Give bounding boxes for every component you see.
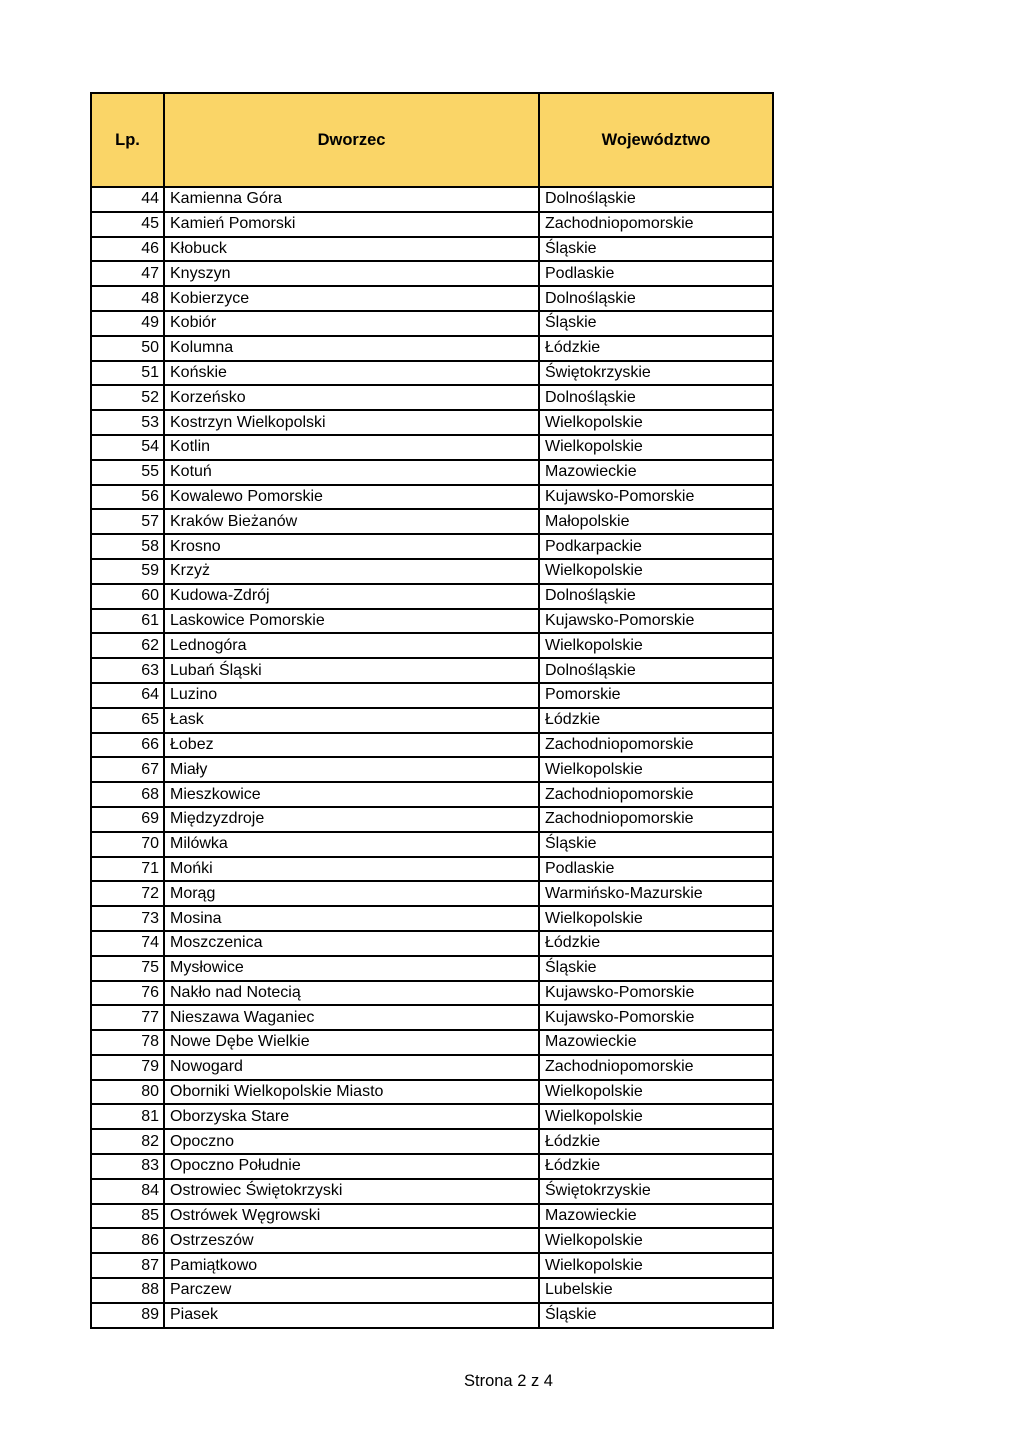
lp-cell: 71 bbox=[91, 857, 164, 882]
table-row bbox=[91, 1154, 773, 1179]
dworzec-cell: Łobez bbox=[164, 733, 539, 758]
dworzec-cell: Nieszawa Waganiec bbox=[164, 1005, 539, 1030]
wojewodztwo-cell: Mazowieckie bbox=[539, 1204, 773, 1229]
table-row bbox=[91, 1253, 773, 1278]
dworzec-cell: Lubań Śląski bbox=[164, 658, 539, 683]
lp-cell: 53 bbox=[91, 410, 164, 435]
table-row bbox=[91, 336, 773, 361]
dworzec-cell: Mieszkowice bbox=[164, 782, 539, 807]
lp-cell: 65 bbox=[91, 708, 164, 733]
lp-cell: 78 bbox=[91, 1030, 164, 1055]
wojewodztwo-cell: Dolnośląskie bbox=[539, 187, 773, 212]
wojewodztwo-cell: Zachodniopomorskie bbox=[539, 733, 773, 758]
wojewodztwo-cell: Dolnośląskie bbox=[539, 584, 773, 609]
table-row bbox=[91, 931, 773, 956]
lp-cell: 86 bbox=[91, 1228, 164, 1253]
wojewodztwo-cell: Zachodniopomorskie bbox=[539, 1055, 773, 1080]
wojewodztwo-cell: Wielkopolskie bbox=[539, 757, 773, 782]
lp-cell: 54 bbox=[91, 435, 164, 460]
lp-cell: 88 bbox=[91, 1278, 164, 1303]
table-row bbox=[91, 683, 773, 708]
dworzec-cell: Knyszyn bbox=[164, 261, 539, 286]
table-row bbox=[91, 658, 773, 683]
table-row bbox=[91, 261, 773, 286]
table-row bbox=[91, 237, 773, 262]
lp-cell: 89 bbox=[91, 1303, 164, 1328]
lp-cell: 80 bbox=[91, 1080, 164, 1105]
table-row bbox=[91, 460, 773, 485]
wojewodztwo-cell: Wielkopolskie bbox=[539, 1253, 773, 1278]
wojewodztwo-cell: Mazowieckie bbox=[539, 460, 773, 485]
dworzec-cell: Luzino bbox=[164, 683, 539, 708]
wojewodztwo-cell: Śląskie bbox=[539, 1303, 773, 1328]
wojewodztwo-cell: Wielkopolskie bbox=[539, 410, 773, 435]
wojewodztwo-cell: Śląskie bbox=[539, 237, 773, 262]
lp-cell: 76 bbox=[91, 981, 164, 1006]
table-row bbox=[91, 534, 773, 559]
table-row bbox=[91, 733, 773, 758]
table-row bbox=[91, 509, 773, 534]
dworzec-cell: Krzyż bbox=[164, 559, 539, 584]
wojewodztwo-cell: Dolnośląskie bbox=[539, 658, 773, 683]
dworzec-cell: Kotlin bbox=[164, 435, 539, 460]
lp-cell: 62 bbox=[91, 633, 164, 658]
table-row bbox=[91, 1228, 773, 1253]
dworzec-cell: Nowe Dębe Wielkie bbox=[164, 1030, 539, 1055]
dworzec-cell: Końskie bbox=[164, 361, 539, 386]
dworzec-cell: Piasek bbox=[164, 1303, 539, 1328]
stations-table bbox=[90, 92, 774, 1329]
wojewodztwo-cell: Łódzkie bbox=[539, 1129, 773, 1154]
table-row bbox=[91, 807, 773, 832]
lp-cell: 87 bbox=[91, 1253, 164, 1278]
wojewodztwo-cell: Łódzkie bbox=[539, 1154, 773, 1179]
table-row bbox=[91, 286, 773, 311]
dworzec-cell: Oborniki Wielkopolskie Miasto bbox=[164, 1080, 539, 1105]
wojewodztwo-cell: Kujawsko-Pomorskie bbox=[539, 1005, 773, 1030]
dworzec-cell: Międzyzdroje bbox=[164, 807, 539, 832]
dworzec-cell: Nakło nad Notecią bbox=[164, 981, 539, 1006]
dworzec-cell: Kolumna bbox=[164, 336, 539, 361]
dworzec-cell: Morąg bbox=[164, 881, 539, 906]
wojewodztwo-cell: Wielkopolskie bbox=[539, 435, 773, 460]
table-row bbox=[91, 1005, 773, 1030]
lp-cell: 44 bbox=[91, 187, 164, 212]
header-row bbox=[91, 93, 773, 187]
wojewodztwo-cell: Mazowieckie bbox=[539, 1030, 773, 1055]
wojewodztwo-cell: Śląskie bbox=[539, 311, 773, 336]
table-row bbox=[91, 1080, 773, 1105]
dworzec-cell: Kostrzyn Wielkopolski bbox=[164, 410, 539, 435]
dworzec-cell: Ostrówek Węgrowski bbox=[164, 1204, 539, 1229]
table-row bbox=[91, 584, 773, 609]
dworzec-cell: Kłobuck bbox=[164, 237, 539, 262]
wojewodztwo-cell: Warmińsko-Mazurskie bbox=[539, 881, 773, 906]
page-number: Strona 2 z 4 bbox=[464, 1372, 553, 1390]
dworzec-cell: Kowalewo Pomorskie bbox=[164, 485, 539, 510]
lp-cell: 83 bbox=[91, 1154, 164, 1179]
lp-cell: 45 bbox=[91, 212, 164, 237]
dworzec-cell: Miały bbox=[164, 757, 539, 782]
dworzec-cell: Opoczno Południe bbox=[164, 1154, 539, 1179]
lp-cell: 59 bbox=[91, 559, 164, 584]
dworzec-cell: Opoczno bbox=[164, 1129, 539, 1154]
table-row bbox=[91, 881, 773, 906]
column-header-lp: Lp. bbox=[91, 93, 164, 187]
wojewodztwo-cell: Śląskie bbox=[539, 956, 773, 981]
wojewodztwo-cell: Lubelskie bbox=[539, 1278, 773, 1303]
table-row bbox=[91, 782, 773, 807]
table-row bbox=[91, 708, 773, 733]
dworzec-cell: Kamienna Góra bbox=[164, 187, 539, 212]
lp-cell: 66 bbox=[91, 733, 164, 758]
lp-cell: 69 bbox=[91, 807, 164, 832]
dworzec-cell: Pamiątkowo bbox=[164, 1253, 539, 1278]
table-row bbox=[91, 906, 773, 931]
wojewodztwo-cell: Wielkopolskie bbox=[539, 1080, 773, 1105]
dworzec-cell: Moszczenica bbox=[164, 931, 539, 956]
lp-cell: 51 bbox=[91, 361, 164, 386]
table-row bbox=[91, 1129, 773, 1154]
dworzec-cell: Nowogard bbox=[164, 1055, 539, 1080]
column-header-wojewodztwo: Województwo bbox=[539, 93, 773, 187]
dworzec-cell: Mońki bbox=[164, 857, 539, 882]
dworzec-cell: Ostrzeszów bbox=[164, 1228, 539, 1253]
lp-cell: 85 bbox=[91, 1204, 164, 1229]
table-row bbox=[91, 485, 773, 510]
lp-cell: 57 bbox=[91, 509, 164, 534]
lp-cell: 63 bbox=[91, 658, 164, 683]
wojewodztwo-cell: Kujawsko-Pomorskie bbox=[539, 485, 773, 510]
dworzec-cell: Łask bbox=[164, 708, 539, 733]
table-row bbox=[91, 311, 773, 336]
table-row bbox=[91, 435, 773, 460]
dworzec-cell: Kamień Pomorski bbox=[164, 212, 539, 237]
lp-cell: 72 bbox=[91, 881, 164, 906]
table-row bbox=[91, 361, 773, 386]
wojewodztwo-cell: Zachodniopomorskie bbox=[539, 807, 773, 832]
lp-cell: 67 bbox=[91, 757, 164, 782]
table-row bbox=[91, 633, 773, 658]
lp-cell: 74 bbox=[91, 931, 164, 956]
lp-cell: 70 bbox=[91, 832, 164, 857]
wojewodztwo-cell: Małopolskie bbox=[539, 509, 773, 534]
wojewodztwo-cell: Łódzkie bbox=[539, 931, 773, 956]
lp-cell: 77 bbox=[91, 1005, 164, 1030]
wojewodztwo-cell: Podlaskie bbox=[539, 857, 773, 882]
wojewodztwo-cell: Śląskie bbox=[539, 832, 773, 857]
dworzec-cell: Kotuń bbox=[164, 460, 539, 485]
lp-cell: 55 bbox=[91, 460, 164, 485]
dworzec-cell: Kobierzyce bbox=[164, 286, 539, 311]
dworzec-cell: Korzeńsko bbox=[164, 385, 539, 410]
table-header bbox=[91, 93, 773, 187]
wojewodztwo-cell: Pomorskie bbox=[539, 683, 773, 708]
wojewodztwo-cell: Dolnośląskie bbox=[539, 385, 773, 410]
lp-cell: 82 bbox=[91, 1129, 164, 1154]
wojewodztwo-cell: Podkarpackie bbox=[539, 534, 773, 559]
lp-cell: 50 bbox=[91, 336, 164, 361]
lp-cell: 58 bbox=[91, 534, 164, 559]
wojewodztwo-cell: Wielkopolskie bbox=[539, 1228, 773, 1253]
wojewodztwo-cell: Kujawsko-Pomorskie bbox=[539, 609, 773, 634]
wojewodztwo-cell: Wielkopolskie bbox=[539, 633, 773, 658]
lp-cell: 84 bbox=[91, 1179, 164, 1204]
wojewodztwo-cell: Wielkopolskie bbox=[539, 1104, 773, 1129]
table-row bbox=[91, 1278, 773, 1303]
lp-cell: 81 bbox=[91, 1104, 164, 1129]
table-row bbox=[91, 1055, 773, 1080]
dworzec-cell: Mosina bbox=[164, 906, 539, 931]
wojewodztwo-cell: Zachodniopomorskie bbox=[539, 212, 773, 237]
wojewodztwo-cell: Łódzkie bbox=[539, 708, 773, 733]
table-row bbox=[91, 857, 773, 882]
lp-cell: 79 bbox=[91, 1055, 164, 1080]
table-row bbox=[91, 187, 773, 212]
table-row bbox=[91, 559, 773, 584]
lp-cell: 46 bbox=[91, 237, 164, 262]
table-body bbox=[91, 187, 773, 1328]
table-row bbox=[91, 981, 773, 1006]
wojewodztwo-cell: Kujawsko-Pomorskie bbox=[539, 981, 773, 1006]
table-row bbox=[91, 757, 773, 782]
table-row bbox=[91, 385, 773, 410]
lp-cell: 64 bbox=[91, 683, 164, 708]
column-header-dworzec: Dworzec bbox=[164, 93, 539, 187]
dworzec-cell: Kobiór bbox=[164, 311, 539, 336]
table-row bbox=[91, 410, 773, 435]
dworzec-cell: Milówka bbox=[164, 832, 539, 857]
dworzec-cell: Kudowa-Zdrój bbox=[164, 584, 539, 609]
lp-cell: 47 bbox=[91, 261, 164, 286]
table-row bbox=[91, 1030, 773, 1055]
dworzec-cell: Laskowice Pomorskie bbox=[164, 609, 539, 634]
wojewodztwo-cell: Podlaskie bbox=[539, 261, 773, 286]
dworzec-cell: Lednogóra bbox=[164, 633, 539, 658]
wojewodztwo-cell: Świętokrzyskie bbox=[539, 361, 773, 386]
wojewodztwo-cell: Wielkopolskie bbox=[539, 559, 773, 584]
dworzec-cell: Mysłowice bbox=[164, 956, 539, 981]
table-row bbox=[91, 1303, 773, 1328]
lp-cell: 48 bbox=[91, 286, 164, 311]
lp-cell: 68 bbox=[91, 782, 164, 807]
table-row bbox=[91, 956, 773, 981]
lp-cell: 52 bbox=[91, 385, 164, 410]
table-row bbox=[91, 1204, 773, 1229]
lp-cell: 73 bbox=[91, 906, 164, 931]
table-row bbox=[91, 609, 773, 634]
table-row bbox=[91, 832, 773, 857]
table-row bbox=[91, 1104, 773, 1129]
dworzec-cell: Oborzyska Stare bbox=[164, 1104, 539, 1129]
wojewodztwo-cell: Dolnośląskie bbox=[539, 286, 773, 311]
table-row bbox=[91, 1179, 773, 1204]
lp-cell: 75 bbox=[91, 956, 164, 981]
table-row bbox=[91, 212, 773, 237]
lp-cell: 49 bbox=[91, 311, 164, 336]
lp-cell: 61 bbox=[91, 609, 164, 634]
wojewodztwo-cell: Świętokrzyskie bbox=[539, 1179, 773, 1204]
dworzec-cell: Parczew bbox=[164, 1278, 539, 1303]
wojewodztwo-cell: Zachodniopomorskie bbox=[539, 782, 773, 807]
wojewodztwo-cell: Wielkopolskie bbox=[539, 906, 773, 931]
dworzec-cell: Ostrowiec Świętokrzyski bbox=[164, 1179, 539, 1204]
lp-cell: 60 bbox=[91, 584, 164, 609]
wojewodztwo-cell: Łódzkie bbox=[539, 336, 773, 361]
dworzec-cell: Krosno bbox=[164, 534, 539, 559]
dworzec-cell: Kraków Bieżanów bbox=[164, 509, 539, 534]
lp-cell: 56 bbox=[91, 485, 164, 510]
